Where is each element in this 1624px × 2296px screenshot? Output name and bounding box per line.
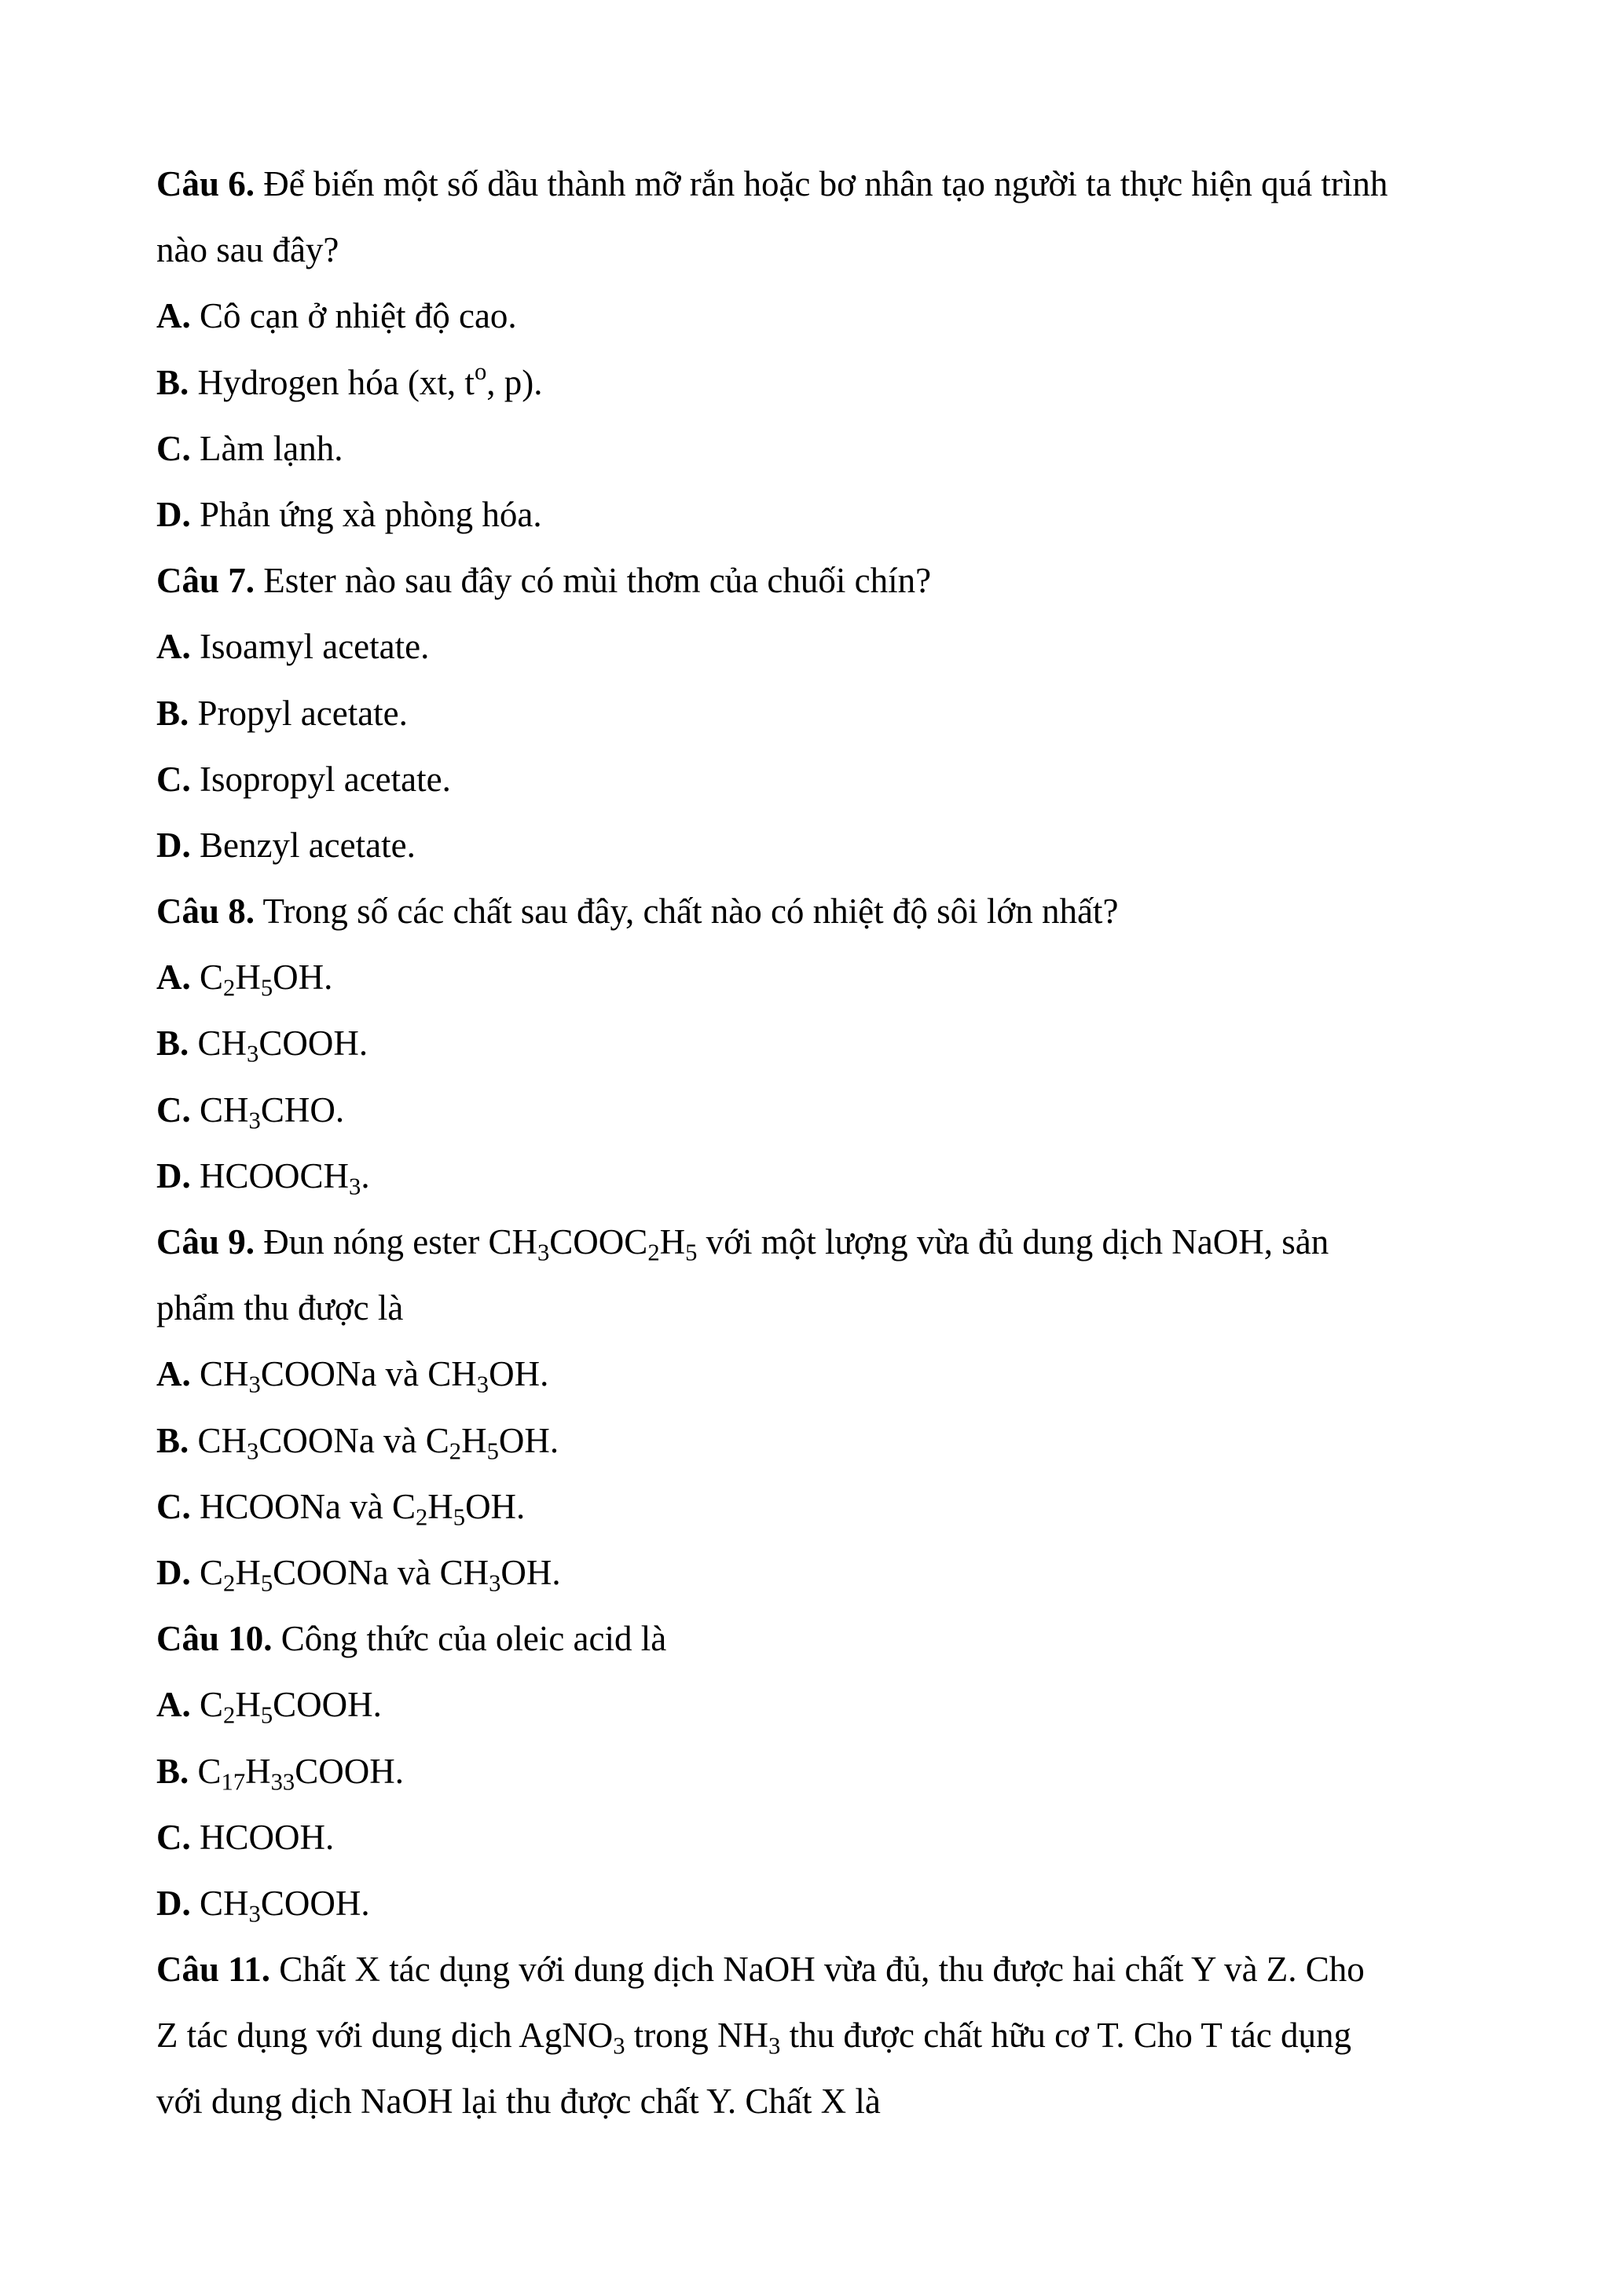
answer-option: [156, 482, 1492, 547]
text-run: HCOOCH: [190, 1155, 350, 1196]
subscript: 3: [248, 1107, 261, 1134]
text-run: với một lượng vừa đủ dung dịch NaOH, sản: [697, 1222, 1329, 1262]
question-stem-line: [156, 1936, 1492, 2002]
text-run: phẩm thu được là: [156, 1288, 404, 1328]
text-run: H: [235, 958, 261, 998]
question-stem-line: [156, 2068, 1492, 2134]
option-letter: A.: [156, 296, 191, 336]
text-run: CH: [189, 1023, 247, 1064]
subscript: 2: [223, 974, 236, 1002]
option-letter: C.: [156, 759, 191, 799]
text-run: CHO.: [260, 1089, 345, 1130]
answer-option: [156, 680, 1492, 746]
text-run: Làm lạnh.: [190, 428, 343, 468]
text-run: C: [190, 1552, 224, 1592]
question-number: Câu 9.: [156, 1222, 255, 1262]
subscript: 3: [613, 2032, 625, 2060]
option-letter: A.: [156, 627, 191, 667]
answer-option: [156, 1474, 1492, 1540]
question-number: Câu 10.: [156, 1619, 273, 1659]
text-run: H: [235, 1552, 261, 1592]
option-letter: C.: [156, 1817, 191, 1857]
answer-option: [156, 1408, 1492, 1474]
option-letter: C.: [156, 1089, 191, 1130]
text-run: thu được chất hữu cơ T. Cho T tác dụng: [780, 2016, 1351, 2056]
text-run: COONa và CH: [273, 1552, 489, 1592]
text-run: COOH.: [260, 1883, 370, 1923]
subscript: 3: [537, 1239, 550, 1266]
text-run: HCOOH.: [190, 1817, 335, 1857]
option-letter: A.: [156, 1354, 191, 1394]
text-run: COONa và CH: [260, 1354, 477, 1394]
text-run: H: [461, 1420, 487, 1460]
text-run: H: [427, 1486, 453, 1526]
answer-option: [156, 812, 1492, 878]
question-stem-line: [156, 217, 1492, 283]
answer-option: [156, 1143, 1492, 1209]
answer-option: [156, 1672, 1492, 1738]
subscript: 2: [647, 1239, 660, 1266]
question-block: [156, 1606, 1492, 1936]
subscript: 3: [489, 1569, 501, 1597]
option-letter: D.: [156, 825, 191, 865]
subscript: 3: [248, 1371, 261, 1398]
subscript: 17: [221, 1768, 246, 1796]
option-letter: B.: [156, 693, 189, 733]
subscript: 5: [260, 1701, 273, 1729]
option-letter: C.: [156, 428, 191, 468]
subscript: 5: [260, 1569, 273, 1597]
subscript: 3: [247, 1437, 259, 1465]
subscript: 2: [415, 1503, 428, 1531]
subscript: 3: [349, 1173, 361, 1200]
subscript: 2: [223, 1569, 236, 1597]
text-run: Benzyl acetate.: [190, 825, 416, 865]
subscript: 5: [486, 1437, 499, 1465]
text-run: Isoamyl acetate.: [190, 627, 430, 667]
superscript: o: [474, 357, 487, 385]
text-run: nào sau đây?: [156, 230, 339, 270]
text-run: Ester nào sau đây có mùi thơm của chuối chín?: [255, 561, 932, 601]
option-letter: B.: [156, 1751, 189, 1791]
text-run: Đun nóng ester CH: [255, 1222, 537, 1262]
text-run: OH.: [273, 958, 333, 998]
question-block: [156, 151, 1492, 547]
text-run: CH: [190, 1354, 249, 1394]
question-block: [156, 1936, 1492, 2135]
text-run: Propyl acetate.: [189, 693, 408, 733]
option-letter: B.: [156, 1023, 189, 1064]
subscript: 5: [260, 974, 273, 1002]
text-run: H: [245, 1751, 271, 1791]
question-stem-line: [156, 151, 1492, 217]
answer-option: [156, 1077, 1492, 1143]
answer-option: [156, 746, 1492, 812]
text-run: H: [235, 1685, 261, 1725]
text-run: với dung dịch NaOH lại thu được chất Y. Chất X là: [156, 2082, 881, 2122]
question-stem-line: [156, 1606, 1492, 1672]
question-block: [156, 878, 1492, 1209]
text-run: Công thức của oleic acid là: [272, 1619, 667, 1659]
subscript: 2: [449, 1437, 462, 1465]
subscript: 3: [768, 2032, 781, 2060]
subscript: 3: [476, 1371, 489, 1398]
option-letter: B.: [156, 1420, 189, 1460]
answer-option: [156, 1738, 1492, 1804]
text-run: Trong số các chất sau đây, chất nào có nhiệt độ sôi lớn nhất?: [255, 892, 1119, 932]
option-letter: D.: [156, 1883, 191, 1923]
text-run: COOH.: [258, 1023, 368, 1064]
text-run: Để biến một số dầu thành mỡ rắn hoặc bơ nhân tạo người ta thực hiện quá trình: [255, 164, 1388, 203]
text-run: OH.: [500, 1552, 561, 1592]
option-letter: A.: [156, 958, 191, 998]
text-run: OH.: [489, 1354, 549, 1394]
text-run: CH: [190, 1883, 249, 1923]
text-run: CH: [189, 1420, 247, 1460]
text-run: Chất X tác dụng với dung dịch NaOH vừa đủ, thu được hai chất Y và Z. Cho: [270, 1950, 1365, 1990]
text-run: Cô cạn ở nhiệt độ cao.: [190, 296, 517, 336]
text-run: Hydrogen hóa (xt, t: [189, 362, 475, 402]
text-run: C: [189, 1751, 222, 1791]
question-block: [156, 547, 1492, 878]
text-run: Phản ứng xà phòng hóa.: [190, 494, 542, 534]
answer-option: [156, 944, 1492, 1010]
text-run: COONa và C: [258, 1420, 449, 1460]
question-stem-line: [156, 547, 1492, 613]
text-run: OH.: [465, 1486, 526, 1526]
option-letter: C.: [156, 1486, 191, 1526]
text-run: COOH.: [295, 1751, 404, 1791]
answer-option: [156, 1804, 1492, 1870]
subscript: 3: [248, 1900, 261, 1928]
text-run: C: [190, 1685, 224, 1725]
answer-option: [156, 613, 1492, 679]
text-run: HCOONa và C: [190, 1486, 416, 1526]
question-stem-line: [156, 1275, 1492, 1341]
subscript: 5: [685, 1239, 698, 1266]
exam-page: [156, 151, 1492, 2135]
subscript: 3: [247, 1041, 259, 1067]
option-letter: D.: [156, 1155, 191, 1196]
text-run: .: [361, 1155, 370, 1196]
option-letter: D.: [156, 1552, 191, 1592]
text-run: trong NH: [625, 2016, 769, 2056]
answer-option: [156, 350, 1492, 416]
text-run: COOC: [549, 1222, 648, 1262]
question-number: Câu 8.: [156, 892, 255, 932]
answer-option: [156, 283, 1492, 349]
subscript: 33: [270, 1768, 295, 1796]
answer-option: [156, 1540, 1492, 1606]
question-stem-line: [156, 2002, 1492, 2068]
question-stem-line: [156, 878, 1492, 944]
question-stem-line: [156, 1209, 1492, 1275]
text-run: COOH.: [273, 1685, 382, 1725]
option-letter: B.: [156, 362, 189, 402]
answer-option: [156, 416, 1492, 482]
text-run: CH: [190, 1089, 249, 1130]
answer-option: [156, 1341, 1492, 1407]
question-number: Câu 11.: [156, 1950, 271, 1990]
text-run: C: [190, 958, 224, 998]
question-number: Câu 6.: [156, 164, 255, 203]
question-number: Câu 7.: [156, 561, 255, 601]
option-letter: A.: [156, 1685, 191, 1725]
text-run: Isopropyl acetate.: [190, 759, 451, 799]
question-block: [156, 1209, 1492, 1606]
text-run: , p).: [486, 362, 543, 402]
answer-option: [156, 1010, 1492, 1076]
text-run: OH.: [498, 1420, 559, 1460]
subscript: 2: [223, 1701, 236, 1729]
text-run: Z tác dụng với dung dịch AgNO: [156, 2016, 614, 2056]
subscript: 5: [453, 1503, 466, 1531]
option-letter: D.: [156, 494, 191, 534]
answer-option: [156, 1870, 1492, 1936]
text-run: H: [659, 1222, 686, 1262]
